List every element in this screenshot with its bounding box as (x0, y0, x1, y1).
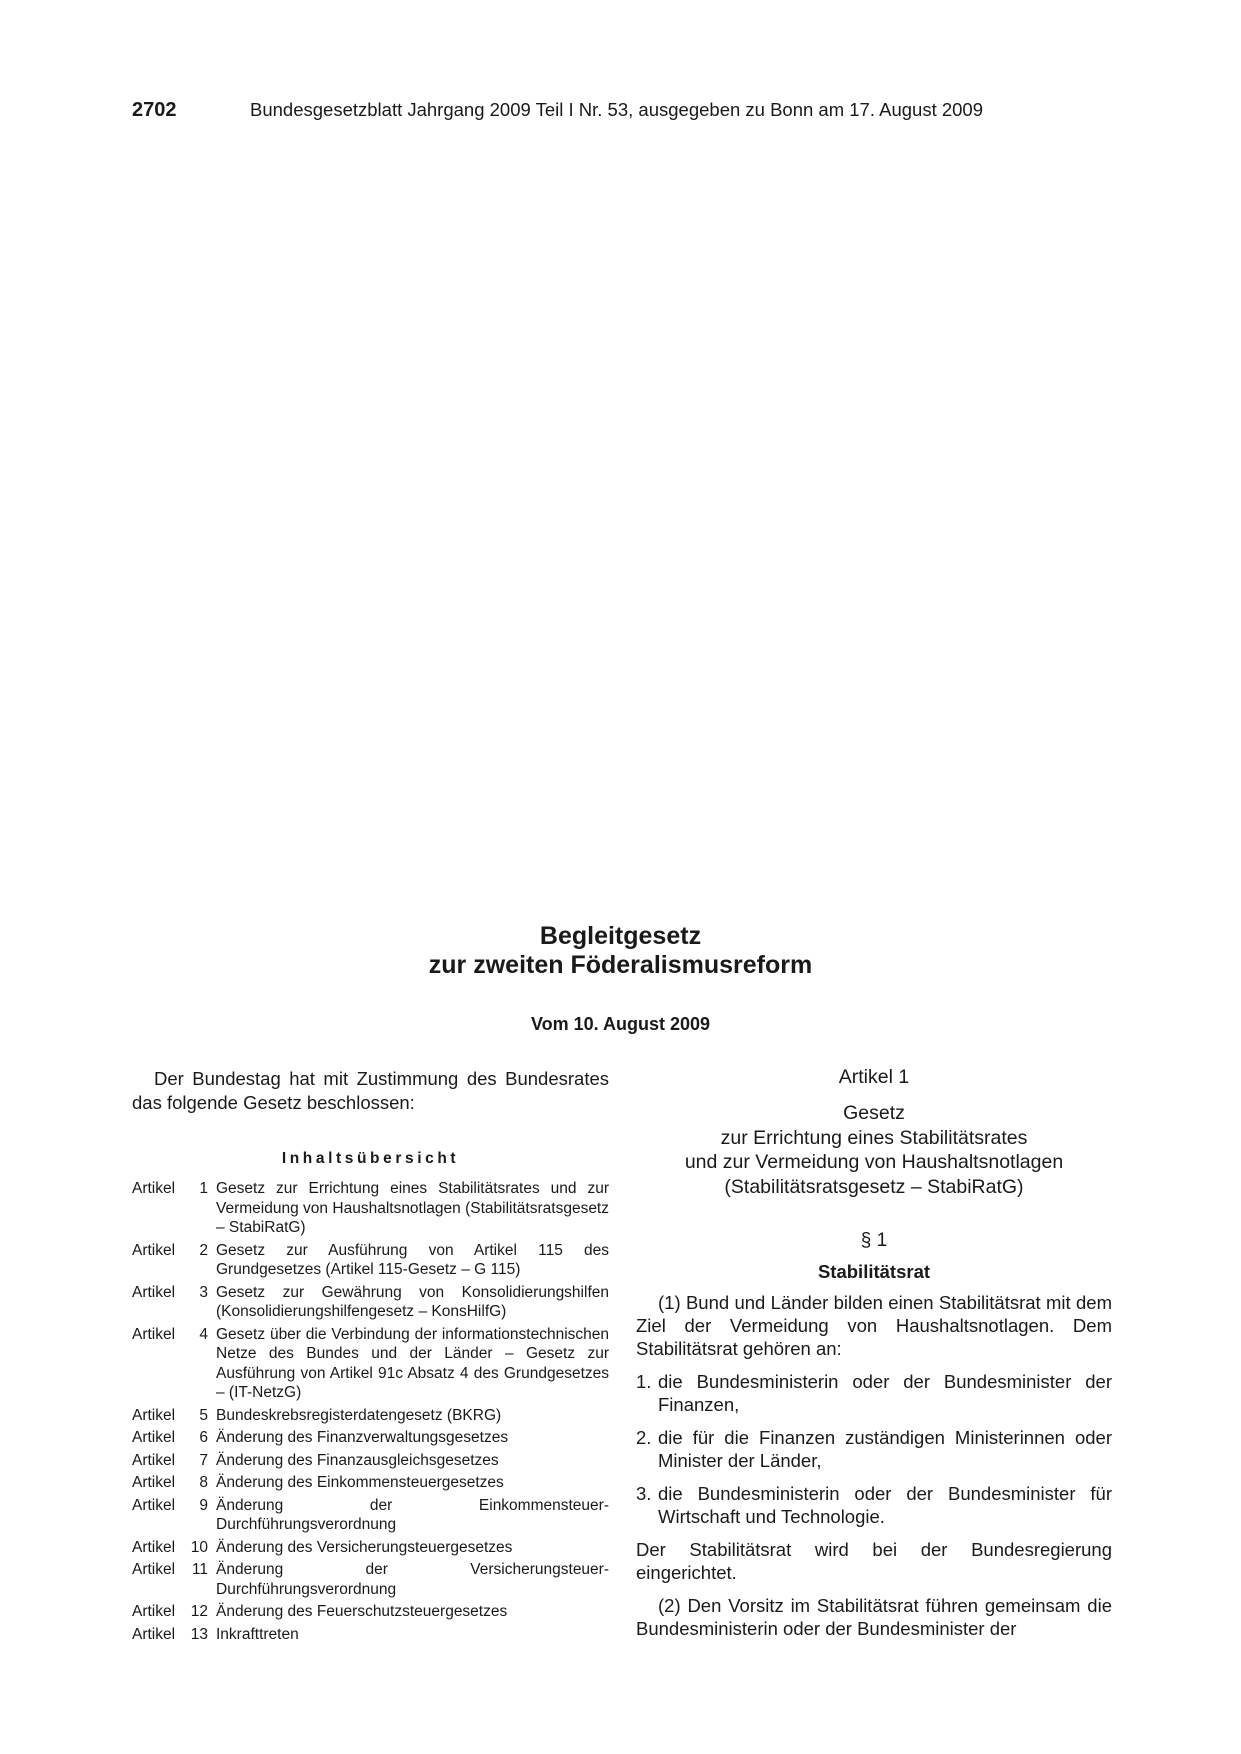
toc-article-title: Gesetz über die Verbindung der informationstechnischen Netze des Bundes und der Länder – Gesetz zur Ausführung von Artikel 91c Absatz 4 des Grundgesetzes – (IT-NetzG) (216, 1325, 609, 1401)
toc-article-label: Artikel (132, 1474, 176, 1491)
toc-article-label: Artikel (132, 1625, 176, 1643)
toc-row (132, 1473, 609, 1493)
toc-article-label: Artikel (132, 1603, 176, 1620)
toc-article-number: 11 (191, 1561, 208, 1578)
toc-article-title: Änderung des Einkommensteuergesetzes (216, 1474, 504, 1491)
toc-article-title: Änderung des Feuerschutzsteuergesetzes (216, 1603, 508, 1620)
list-text: die für die Finanzen zuständigen Ministerinnen oder Minister der Länder, (658, 1427, 1112, 1471)
toc-row (132, 1325, 609, 1403)
article-heading: Artikel 1 (838, 1066, 910, 1088)
law-title-line: zur Errichtung eines Stabilitätsrates (720, 1126, 1028, 1149)
toc-article-number: 1 (199, 1180, 208, 1197)
list-item (636, 1370, 1112, 1416)
toc-article-title: Änderung des Versicherungsteuergesetzes (216, 1538, 513, 1556)
toc-article-number: 4 (199, 1325, 208, 1343)
toc-row (132, 1241, 609, 1280)
toc-article-label: Artikel (132, 1451, 176, 1469)
law-title (636, 1101, 1112, 1199)
toc-article-number: 9 (199, 1496, 208, 1514)
toc-article-label: Artikel (132, 1325, 176, 1343)
law-title-line: (Stabilitätsratsgesetz – StabiRatG) (724, 1175, 1024, 1198)
law-title-line: Gesetz (843, 1102, 905, 1124)
document-date: Vom 10. August 2009 (530, 1014, 711, 1034)
toc-article-title: Änderung der Versicherungsteuer-Durchführungsverordnung (216, 1561, 609, 1598)
toc-article-title: Änderung des Finanzverwaltungsgesetzes (216, 1429, 509, 1446)
toc-article-label: Artikel (132, 1406, 176, 1424)
toc-article-number: 6 (199, 1429, 208, 1446)
toc-article-label: Artikel (132, 1561, 176, 1578)
list-text: die Bundesministerin oder der Bundesminister der Finanzen, (658, 1371, 1112, 1415)
list-item (636, 1482, 1112, 1528)
toc-row (132, 1496, 609, 1535)
page-header (132, 98, 1112, 122)
list-number: 1. (636, 1371, 652, 1392)
running-title: Bundesgesetzblatt Jahrgang 2009 Teil I Nr. 53, ausgegeben zu Bonn am 17. August 2009 (250, 99, 983, 120)
toc-article-number: 2 (199, 1241, 208, 1259)
law-title-line: und zur Vermeidung von Haushaltsnotlagen (684, 1151, 1064, 1173)
toc-heading: Inhaltsübersicht (281, 1150, 460, 1167)
list-text: die Bundesministerin oder der Bundesminister für Wirtschaft und Technologie. (658, 1483, 1112, 1527)
section-title: Stabilitätsrat (817, 1261, 931, 1282)
document-title-block (0, 922, 1241, 1035)
page-number: 2702 (132, 99, 177, 121)
list-number: 2. (636, 1427, 652, 1448)
preamble: Der Bundestag hat mit Zustimmung des Bundesrates das folgende Gesetz beschlossen: (132, 1068, 609, 1113)
toc-article-label: Artikel (132, 1283, 176, 1301)
toc-article-title: Gesetz zur Errichtung eines Stabilitätsrates und zur Vermeidung von Haushaltsnotlagen (Stabilitätsratsgesetz – StabiRatG) (216, 1180, 609, 1236)
toc-article-label: Artikel (132, 1496, 176, 1514)
toc-article-title: Änderung der Einkommensteuer-Durchführungsverordnung (216, 1496, 609, 1533)
paragraph-1: (1) Bund und Länder bilden einen Stabilitätsrat mit dem Ziel der Vermeidung von Haushaltsnotlagen. Dem Stabilitätsrat gehören an: (636, 1292, 1112, 1359)
toc-row (132, 1538, 609, 1558)
closing-sentence: Der Stabilitätsrat wird bei der Bundesregierung eingerichtet. (636, 1539, 1112, 1583)
document-title-line2: zur zweiten Föderalismusreform (428, 951, 813, 979)
toc-row (132, 1179, 609, 1238)
toc-article-label: Artikel (132, 1241, 176, 1259)
table-of-contents (132, 1179, 609, 1644)
toc-article-number: 10 (190, 1538, 208, 1556)
member-list (636, 1370, 1112, 1528)
toc-row (132, 1283, 609, 1322)
toc-article-number: 8 (199, 1474, 208, 1491)
paragraph-2: (2) Den Vorsitz im Stabilitätsrat führen gemeinsam die Bundesministerin oder der Bundesminister der (636, 1595, 1112, 1639)
toc-article-number: 5 (199, 1406, 208, 1424)
toc-article-title: Gesetz zur Ausführung von Artikel 115 des Grundgesetzes (Artikel 115-Gesetz – G 115) (216, 1241, 609, 1278)
list-item (636, 1426, 1112, 1472)
toc-article-title: Änderung des Finanzausgleichsgesetzes (216, 1451, 499, 1469)
right-column (636, 1066, 1112, 1640)
list-number: 3. (636, 1483, 652, 1504)
document-title-line1: Begleitgesetz (539, 922, 702, 950)
toc-article-title: Gesetz zur Gewährung von Konsolidierungshilfen (Konsolidierungshilfengesetz – KonsHilfG) (216, 1283, 609, 1320)
toc-article-number: 12 (190, 1603, 208, 1620)
toc-row (132, 1560, 609, 1599)
toc-article-number: 7 (199, 1451, 208, 1469)
toc-article-label: Artikel (132, 1429, 176, 1446)
toc-row (132, 1406, 609, 1426)
toc-row (132, 1602, 609, 1622)
toc-row (132, 1451, 609, 1471)
toc-article-title: Inkrafttreten (216, 1625, 299, 1643)
section-sign: § 1 (860, 1230, 888, 1251)
toc-article-number: 13 (190, 1625, 208, 1643)
left-column (132, 1067, 609, 1647)
toc-article-title: Bundeskrebsregisterdatengesetz (BKRG) (216, 1406, 502, 1424)
toc-article-number: 3 (199, 1283, 208, 1301)
toc-article-label: Artikel (132, 1538, 176, 1556)
toc-row (132, 1625, 609, 1645)
toc-article-label: Artikel (132, 1180, 176, 1197)
toc-row (132, 1428, 609, 1448)
